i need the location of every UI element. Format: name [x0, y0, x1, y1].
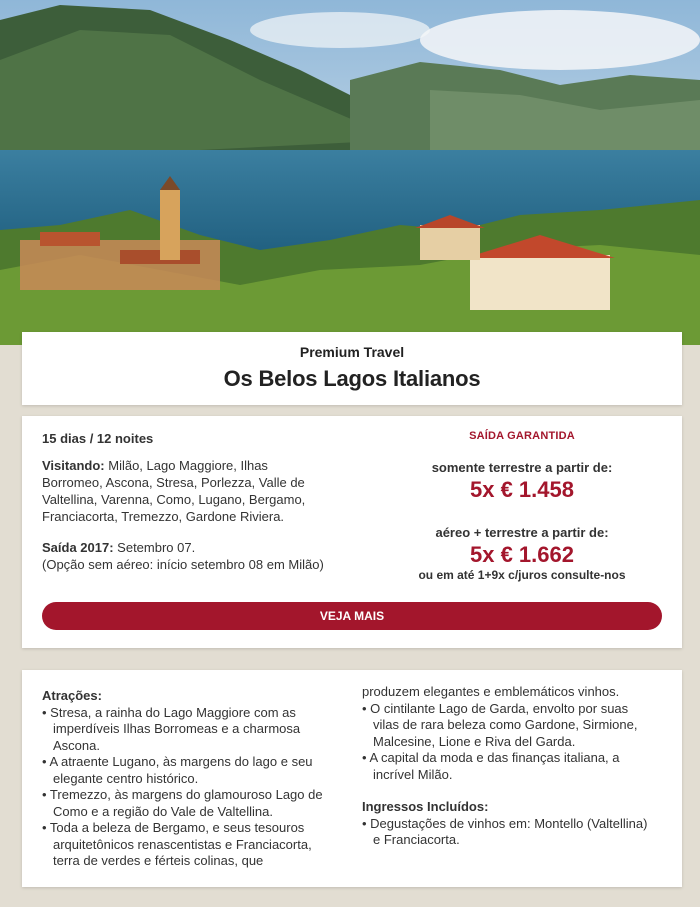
list-item: • Toda a beleza de Bergamo, e seus tesouros arquitetônicos renascentistas e Franciacorta, terra de verdes e férteis colinas, que — [42, 820, 312, 868]
list-item: • Stresa, a rainha do Lago Maggiore com as imperdíveis Ilhas Borromeas e a charmosa Ascona. — [42, 704, 301, 753]
air-price: 5x € 1.662 — [470, 542, 574, 567]
list-item: • A atraente Lugano, às margens do lago e seu elegante centro histórico. — [42, 754, 313, 786]
list-item: • Degustações de vinhos em: Montello (Valtellina) e Franciacorta. — [362, 815, 648, 847]
visiting-text: Milão, Lago Maggiore, Ilhas Borromeo, Ascona, Stresa, Porlezza, Valle de Valtellina, Varenna, Como, Lugano, Bergamo, Franciacorta, Tremezzo, Gardone Riviera. — [42, 458, 306, 524]
list-item: • Tremezzo, às margens do glamouroso Lago de Como e a região do Vale de Valtellina. — [42, 787, 323, 819]
attractions-column-1 — [42, 688, 327, 870]
installments-note: ou em até 1+9x c/juros consulte-nos — [418, 568, 626, 582]
list-item: • A capital da moda e das finanças italiana, a incrível Milão. — [362, 750, 620, 782]
departure-note: (Opção sem aéreo: início setembro 08 em Milão) — [42, 557, 324, 572]
see-more-button[interactable]: VEJA MAIS — [42, 602, 662, 630]
land-price: 5x € 1.458 — [470, 477, 574, 502]
land-price-label: somente terrestre a partir de: — [431, 460, 613, 475]
attractions-title: Atrações: — [42, 688, 102, 703]
included-title: Ingressos Incluídos: — [362, 799, 489, 814]
package-info-card — [22, 416, 682, 648]
title-card — [22, 332, 682, 405]
hero-lake-image — [0, 0, 700, 345]
list-item-continued: produzem elegantes e emblemáticos vinhos. — [362, 684, 620, 699]
page-title: Os Belos Lagos Italianos — [223, 366, 481, 391]
visiting-label: Visitando: — [42, 458, 105, 473]
departure-date: Setembro 07. — [117, 540, 196, 555]
details-card — [22, 670, 682, 887]
departure-label: Saída 2017: — [42, 540, 114, 555]
pricing — [382, 430, 662, 582]
list-item: • O cintilante Lago de Garda, envolto por suas vilas de rara beleza como Gardone, Sirmione, Malcesine, Lione e Riva del Garda. — [362, 700, 638, 749]
air-price-label: aéreo + terrestre a partir de: — [435, 525, 609, 540]
brand-label: Premium Travel — [299, 344, 405, 360]
attractions-column-2 — [362, 684, 652, 849]
duration: 15 dias / 12 noites — [42, 431, 154, 446]
guaranteed-badge: SAÍDA GARANTIDA — [469, 430, 575, 442]
package-summary — [42, 430, 332, 583]
